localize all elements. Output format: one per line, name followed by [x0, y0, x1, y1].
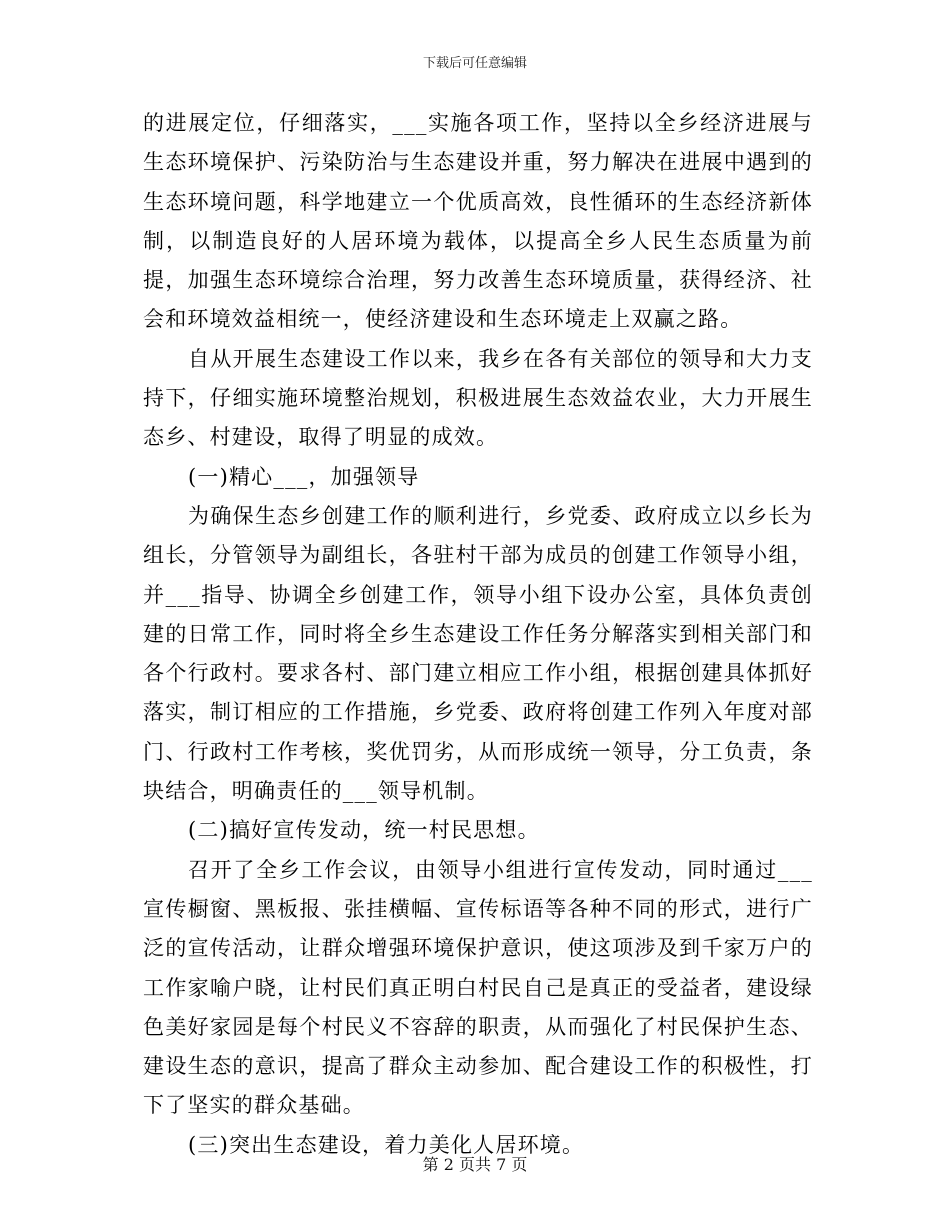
paragraph-continuation: 的进展定位，仔细落实，___实施各项工作，坚持以全乡经济进展与生态环境保护、污染防治与生态建设并重，努力解决在进展中遇到的生态环境问题，科学地建立一个优质高效，良性循环的生态经济新体制，以制造良好的人居环境为载体，以提高全乡人民生态质量为前提，加强生态环境综合治理，努力改善生态环境质量，获得经济、社会和环境效益相统一，使经济建设和生态环境走上双赢之路。: [143, 111, 813, 332]
document-body: [143, 104, 813, 1165]
paragraph-achievements: 自从开展生态建设工作以来，我乡在各有关部位的领导和大力支持下，仔细实施环境整治规划，积极进展生态效益农业，大力开展生态乡、村建设，取得了明显的成效。: [143, 346, 813, 450]
section-heading-1: (一)精心___，加强领导: [188, 464, 420, 489]
page-number: 第 2 页共 7 页: [422, 1155, 528, 1174]
page-header: 下载后可任意编辑: [422, 56, 527, 71]
section-heading-2: (二)搞好宣传发动，统一村民思想。: [188, 818, 540, 843]
paragraph-leadership: 为确保生态乡创建工作的顺利进行，乡党委、政府成立以乡长为组长，分管领导为副组长，各驻村干部为成员的创建工作领导小组，并___指导、协调全乡创建工作，领导小组下设办公室，具体负责创建的日常工作，同时将全乡生态建设工作任务分解落实到相关部门和各个行政村。要求各村、部门建立相应工作小组，根据创建具体抓好落实，制订相应的工作措施，乡党委、政府将创建工作列入年度对部门、行政村工作考核，奖优罚劣，从而形成统一领导，分工负责，条块结合，明确责任的___领导机制。: [143, 503, 813, 804]
paragraph-publicity: 召开了全乡工作会议，由领导小组进行宣传发动，同时通过___宣传橱窗、黑板报、张挂横幅、宣传标语等各种不同的形式，进行广泛的宣传活动，让群众增强环境保护意识，使这项涉及到千家万户的工作家喻户晓，让村民们真正明白村民自己是真正的受益者，建设绿色美好家园是每个村民义不容辞的职责，从而强化了村民保护生态、建设生态的意识，提高了群众主动参加、配合建设工作的积极性，打下了坚实的群众基础。: [143, 857, 813, 1118]
section-heading-3: (三)突出生态建设，着力美化人居环境。: [188, 1132, 585, 1157]
